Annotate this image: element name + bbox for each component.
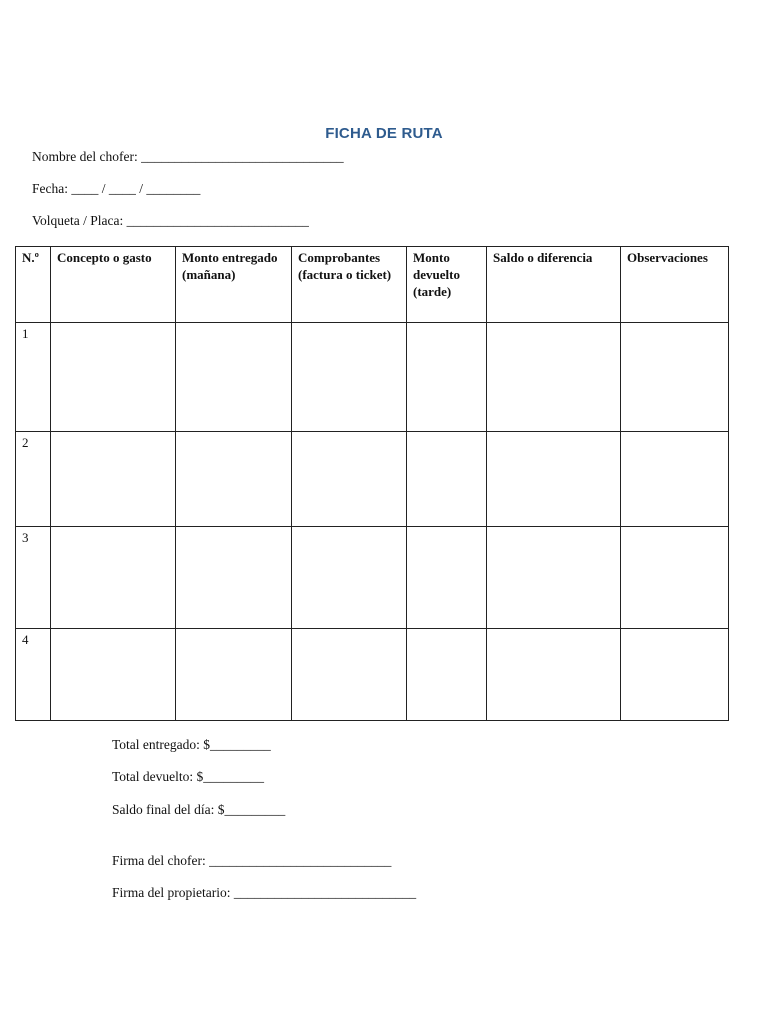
table-cell	[621, 527, 729, 629]
header-number: N.º	[16, 247, 51, 323]
table-cell	[292, 527, 407, 629]
table-cell	[292, 432, 407, 527]
table-row	[16, 432, 729, 527]
table-row	[16, 323, 729, 432]
table-cell	[176, 527, 292, 629]
header-balance: Saldo o diferencia	[487, 247, 621, 323]
page-title: FICHA DE RUTA	[325, 125, 443, 142]
table-cell	[292, 629, 407, 721]
table-header-row	[16, 247, 729, 323]
route-expense-table	[15, 246, 729, 721]
date-field: Fecha: ____ / ____ / ________	[32, 181, 201, 196]
driver-signature-field: Firma del chofer: ___________________________	[112, 853, 392, 868]
row-number: 2	[16, 432, 51, 527]
row-number: 4	[16, 629, 51, 721]
table-cell	[487, 629, 621, 721]
table-cell	[176, 629, 292, 721]
total-given-field: Total entregado: $_________	[112, 737, 271, 752]
header-amount-returned: Monto devuelto (tarde)	[407, 247, 487, 323]
table-cell	[407, 432, 487, 527]
header-receipts: Comprobantes (factura o ticket)	[292, 247, 407, 323]
table-cell	[51, 629, 176, 721]
table-cell	[176, 323, 292, 432]
table-row	[16, 527, 729, 629]
header-observations: Observaciones	[621, 247, 729, 323]
final-balance-field: Saldo final del día: $_________	[112, 802, 286, 817]
table-cell	[621, 323, 729, 432]
driver-name-field: Nombre del chofer: ______________________________	[32, 149, 344, 164]
owner-signature-field: Firma del propietario: ___________________________	[112, 885, 417, 900]
row-number: 1	[16, 323, 51, 432]
vehicle-plate-field: Volqueta / Placa: ___________________________	[32, 213, 309, 228]
table-cell	[407, 527, 487, 629]
table-cell	[51, 323, 176, 432]
table-cell	[51, 432, 176, 527]
header-amount-given: Monto entregado (mañana)	[176, 247, 292, 323]
table-cell	[407, 323, 487, 432]
row-number: 3	[16, 527, 51, 629]
table-cell	[407, 629, 487, 721]
table-cell	[621, 629, 729, 721]
table-cell	[487, 432, 621, 527]
table-cell	[292, 323, 407, 432]
table-cell	[487, 527, 621, 629]
total-returned-field: Total devuelto: $_________	[112, 769, 265, 784]
table-cell	[487, 323, 621, 432]
header-concept: Concepto o gasto	[51, 247, 176, 323]
table-cell	[176, 432, 292, 527]
table-row	[16, 629, 729, 721]
table-cell	[51, 527, 176, 629]
table-cell	[621, 432, 729, 527]
